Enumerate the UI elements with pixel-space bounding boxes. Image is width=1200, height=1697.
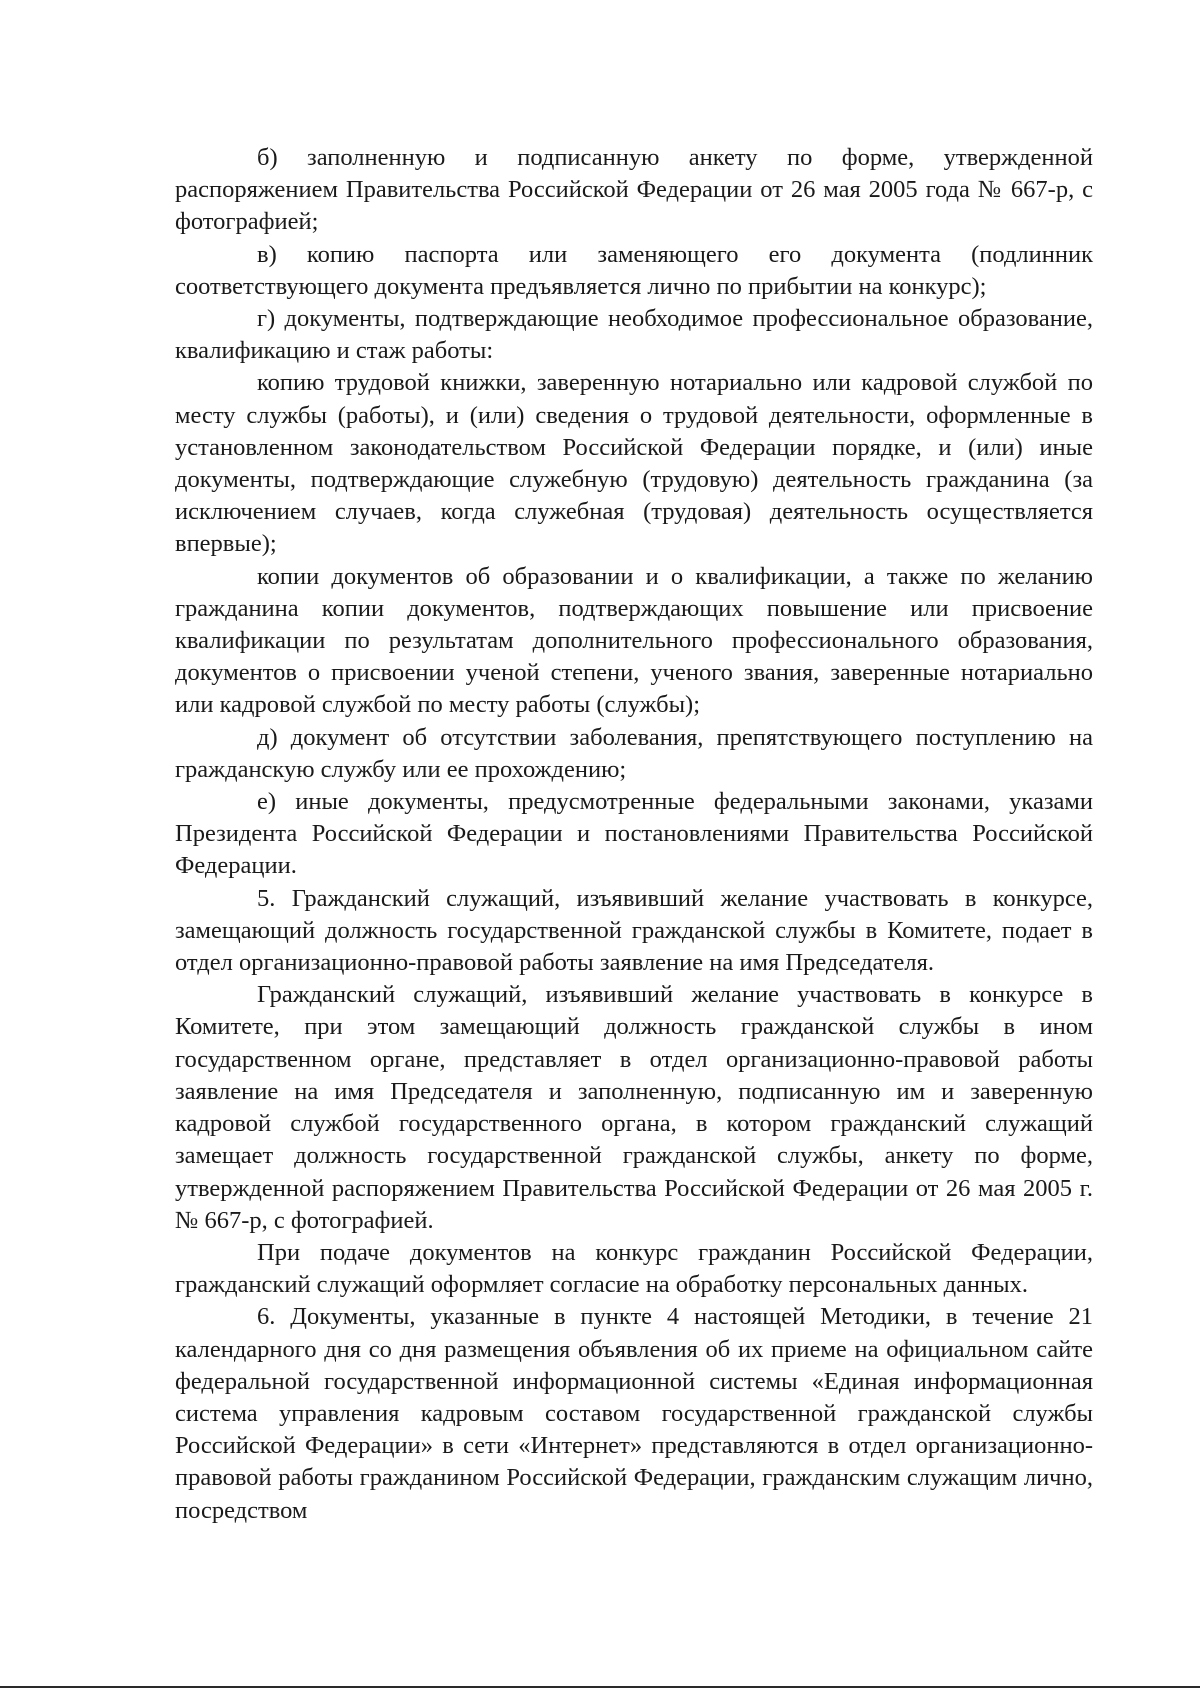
- paragraph-external-servant-application: Гражданский служащий, изъявивший желание участвовать в конкурсе в Комитете, при этом замещающий должность гражданской службы в ином государственном органе, представляет в отдел организационно-правовой работы заявление на имя Председателя и заполненную, подписанную им и заверенную кадровой службой государственного органа, в котором гражданский служащий замещает должность государственной гражданской службы, анкету по форме, утвержденной распоряжением Правительства Российской Федерации от 26 мая 2005 г. № 667-р, с фотографией.: [175, 981, 1093, 1234]
- paragraph-6-submission-deadline: 6. Документы, указанные в пункте 4 настоящей Методики, в течение 21 календарного дня со дня размещения объявления об их приеме на официальном сайте федеральной государственной информационной системы «Единая информационная система управления кадровым составом государственной гражданской службы Российской Федерации» в сети «Интернет» представляются в отдел организационно-правовой работы гражданином Российской Федерации, гражданским служащим лично, посредством: [175, 1303, 1093, 1524]
- paragraph-v-passport: в) копию паспорта или заменяющего его документа (подлинник соответствующего документа предъявляется лично по прибытии на конкурс);: [175, 240, 1093, 300]
- paragraph-education-copies: копии документов об образовании и о квалификации, а также по желанию гражданина копии документов, подтверждающих повышение или присвоение квалификации по результатам дополнительного профессионального образования, документов о присвоении ученой степени, ученого звания, заверенные нотариально или кадровой службой по месту работы (службы);: [175, 562, 1093, 719]
- document-body: [175, 142, 1093, 1527]
- paragraph-b-questionnaire: б) заполненную и подписанную анкету по форме, утвержденной распоряжением Правительства Российской Федерации от 26 мая 2005 года № 667-р, с фотографией;: [175, 144, 1093, 236]
- paragraph-e-other-documents: е) иные документы, предусмотренные федеральными законами, указами Президента Российской Федерации и постановлениями Правительства Российской Федерации.: [175, 788, 1093, 880]
- scan-bottom-edge-line: [0, 1686, 1200, 1688]
- paragraph-work-record-copy: копию трудовой книжки, заверенную нотариально или кадровой службой по месту службы (работы), и (или) сведения о трудовой деятельности, оформленные в установленном законодательством Российской Федерации порядке, и (или) иные документы, подтверждающие служебную (трудовую) деятельность гражданина (за исключением случаев, когда служебная (трудовая) деятельность осуществляется впервые);: [175, 369, 1093, 558]
- paragraph-personal-data-consent: При подаче документов на конкурс гражданин Российской Федерации, гражданский служащий оформляет согласие на обработку персональных данных.: [175, 1238, 1093, 1299]
- paragraph-d-medical-document: д) документ об отсутствии заболевания, препятствующего поступлению на гражданскую службу или ее прохождению;: [175, 723, 1093, 783]
- paragraph-5-internal-application: 5. Гражданский служащий, изъявивший желание участвовать в конкурсе, замещающий должность государственной гражданской службы в Комитете, подает в отдел организационно-правовой работы заявление на имя Председателя.: [175, 884, 1093, 977]
- paragraph-g-education-documents: г) документы, подтверждающие необходимое профессиональное образование, квалификацию и стаж работы:: [175, 305, 1093, 365]
